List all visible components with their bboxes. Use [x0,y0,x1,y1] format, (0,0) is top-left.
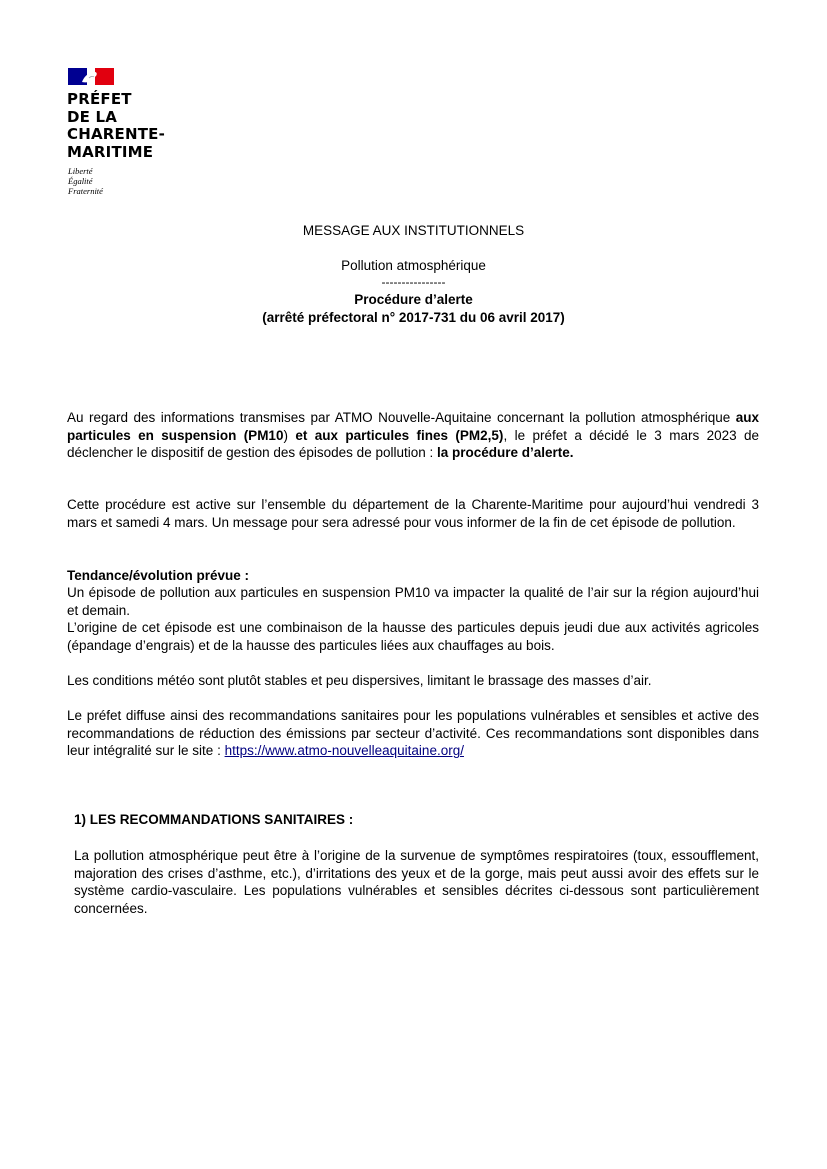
marianne-flag-logo [68,68,114,85]
intro-text: , le préfet a décidé le 3 mars 2023 de déclencher le dispositif de gestion des épisodes de pollution : [67,427,760,461]
republic-motto [68,166,103,196]
recommendations-text: Le préfet diffuse ainsi des recommandations sanitaires pour les populations vulnérables et sensibles et active des recommandations de réduction des émissions par secteur d’activité. Ces recommandations sont disponibles dans leur intégralité sur le site : [67,708,759,759]
scope-paragraph: Cette procédure est active sur l’ensemble du département de la Charente-Maritime pour aujourd’hui vendredi 3 mars et samedi 4 mars. Un message pour sera adressé pour vous informer de la fin de cet épisode de pollution. [67,497,759,530]
recipient-heading: MESSAGE AUX INSTITUTIONNELS [302,223,525,238]
intro-text: ) [283,427,296,443]
motto-line: Égalité [68,176,93,186]
prefecture-name [67,91,165,161]
intro-text: Au regard des informations transmises par ATMO Nouvelle-Aquitaine concernant la pollution atmosphérique [67,410,736,425]
procedure-title: Procédure d’alerte [354,292,473,307]
separator-line: ---------------- [381,275,446,289]
trend-heading: Tendance/évolution prévue : [67,568,250,583]
section-1-paragraph: La pollution atmosphérique peut être à l’origine de la survenue de symptômes respiratoires (toux, essoufflement, majoration des crises d’asthme, etc.), d’irritations des yeux et de la gorge, mais peut aussi avoir des effets sur le système cardio-vasculaire. Les populations vulnérables et sensibles décrites ci-dessous sont particulièrement concernées. [74,848,759,916]
intro-procedure-bold: la procédure d’alerte. [437,445,574,461]
motto-line: Fraternité [68,186,103,196]
prefecture-name-line: MARITIME [67,142,154,161]
weather-paragraph: Les conditions météo sont plutôt stables et peu dispersives, limitant le brassage des masses d’air. [67,673,652,688]
section-1-title: 1) LES RECOMMANDATIONS SANITAIRES : [74,812,354,827]
intro-paragraph [67,409,759,462]
recommendations-paragraph [67,707,759,760]
prefecture-name-line: CHARENTE- [67,125,166,143]
intro-pm25-bold: et aux particules fines (PM2,5) [295,427,504,443]
prefecture-name-line: DE LA [67,107,118,126]
prefecture-name-line: PRÉFET [67,90,132,108]
trend-paragraph-1: Un épisode de pollution aux particules en suspension PM10 va impacter la qualité de l’air sur la région aujourd’hui et demain. [67,585,759,618]
motto-line: Liberté [68,166,93,176]
decree-reference: (arrêté préfectoral n° 2017-731 du 06 avril 2017) [262,310,565,325]
trend-paragraph-2: L’origine de cet épisode est une combinaison de la hausse des particules depuis jeudi due aux activités agricoles (épandage d’engrais) et de la hausse des particules liées aux chauffages au bois. [67,620,759,653]
atmo-website-link[interactable]: https://www.atmo-nouvelleaquitaine.org/ [224,743,464,759]
subject-heading: Pollution atmosphérique [341,258,486,273]
intro-pm10-bold: aux particules en suspension (PM10 [67,410,759,443]
